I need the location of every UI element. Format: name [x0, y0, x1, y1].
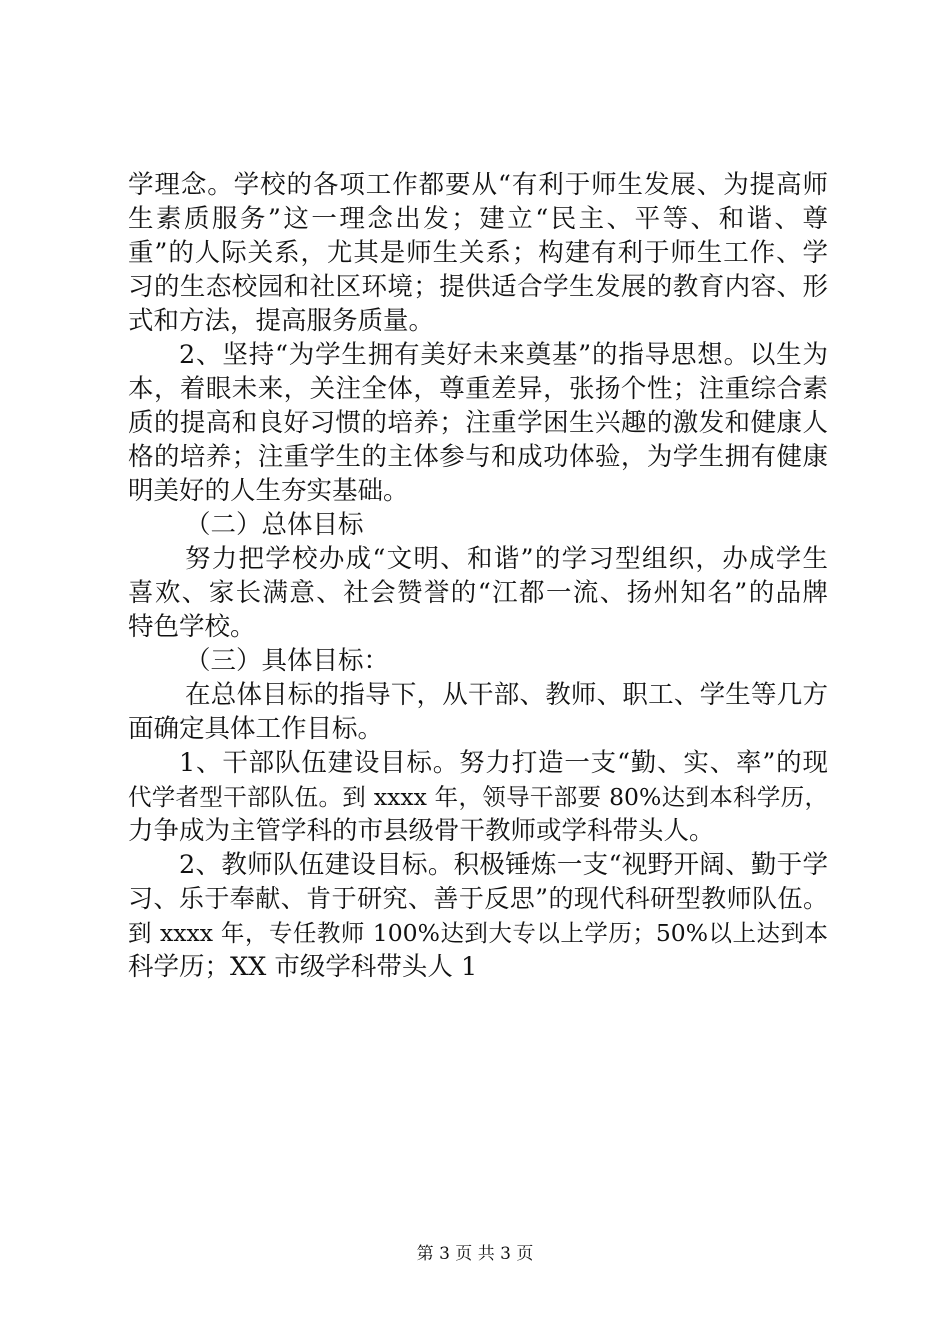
text-line: 特色学校。: [128, 612, 256, 642]
document-body: [128, 168, 828, 984]
text-line: 科学历；XX 市级学科带头人 1: [128, 952, 478, 982]
text-line: 明美好的人生夯实基础。: [128, 476, 409, 506]
text-line: 努力把学校办成“文明、和谐”的学习型组织，办成学生: [185, 544, 828, 574]
text-line: 习的生态校园和社区环境；提供适合学生发展的教育内容、形: [128, 272, 828, 302]
text-line: 式和方法，提高服务质量。: [128, 306, 435, 336]
text-line: 学理念。学校的各项工作都要从“有利于师生发展、为提高师: [128, 170, 828, 200]
text-line: 2、教师队伍建设目标。积极锤炼一支“视野开阔、勤于学: [179, 850, 828, 880]
text-line: 到 xxxx 年，专任教师 100%达到大专以上学历；50%以上达到本: [128, 919, 828, 947]
text-line: 力争成为主管学科的市县级骨干教师或学科带头人。: [128, 816, 715, 846]
text-line: 喜欢、家长满意、社会赞誉的“江都一流、扬州知名”的品牌: [128, 578, 828, 608]
text-line: 习、乐于奉献、肯于研究、善于反思”的现代科研型教师队伍。: [128, 884, 828, 913]
text-line: 代学者型干部队伍。到 xxxx 年，领导干部要 80%达到本科学历，: [128, 783, 828, 811]
text-line: 重”的人际关系，尤其是师生关系；构建有利于师生工作、学: [128, 238, 828, 268]
text-line: 1、干部队伍建设目标。努力打造一支“勤、实、率”的现: [179, 748, 828, 778]
section-heading: （二）总体目标: [185, 510, 364, 540]
section-heading: （三）具体目标：: [185, 646, 390, 676]
text-line: 本，着眼未来，关注全体，尊重差异，张扬个性；注重综合素: [128, 374, 828, 404]
text-line: 格的培养；注重学生的主体参与和成功体验，为学生拥有健康: [128, 442, 828, 472]
text-line: 面确定具体工作目标。: [128, 714, 384, 744]
text-line: 2、坚持“为学生拥有美好未来奠基”的指导思想。以生为: [179, 340, 828, 370]
text-line: 质的提高和良好习惯的培养；注重学困生兴趣的激发和健康人: [128, 408, 828, 438]
page-number-footer: 第 3 页 共 3 页: [416, 1244, 534, 1264]
text-line: 在总体目标的指导下，从干部、教师、职工、学生等几方: [185, 680, 828, 710]
text-line: 生素质服务”这一理念出发；建立“民主、平等、和谐、尊: [128, 204, 828, 234]
